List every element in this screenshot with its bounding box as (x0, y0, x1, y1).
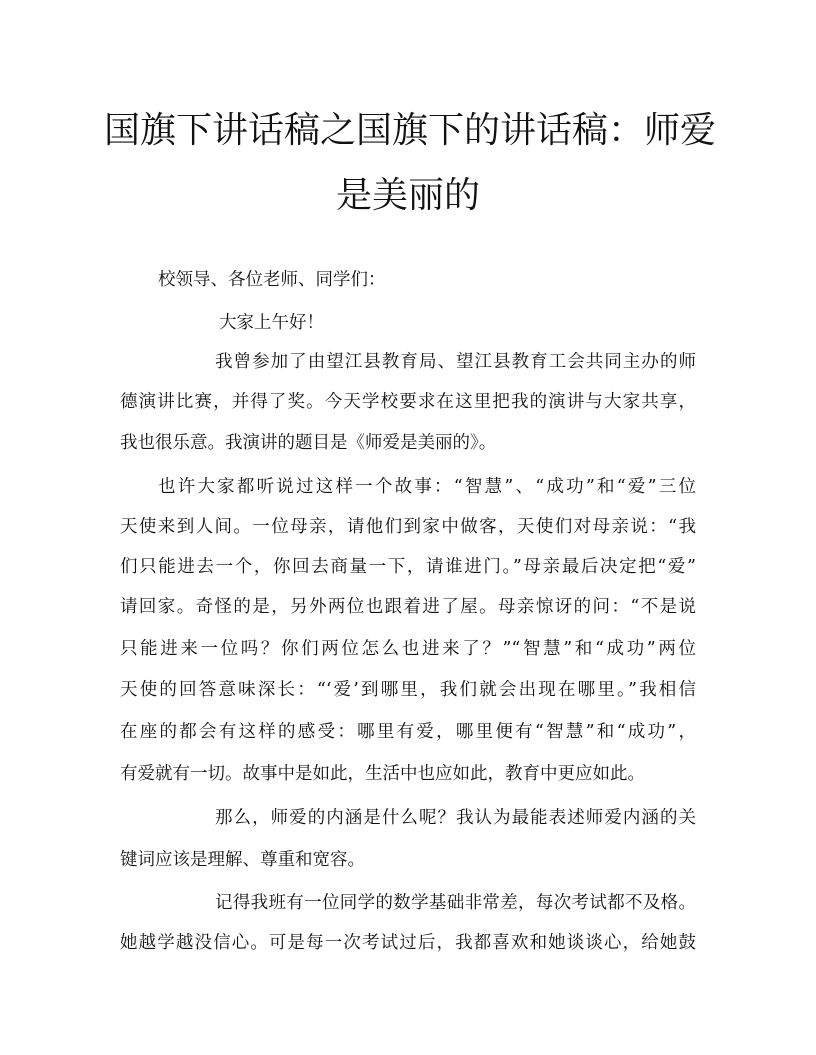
body-text-line: 在座的都会有这样的感受：哪里有爱，哪里便有“智慧”和“成功”， (120, 722, 696, 742)
body-text-line: 那么，师爱的内涵是什么呢？我认为最能表述师爱内涵的关 (215, 808, 696, 828)
body-text-line: 德演讲比赛，并得了奖。今天学校要求在这里把我的演讲与大家共享， (120, 392, 696, 412)
body-text-line: 天使来到人间。一位母亲，请他们到家中做客，天使们对母亲说：“我 (120, 517, 696, 537)
body-text-line: 她越学越没信心。可是每一次考试过后，我都喜欢和她谈谈心，给她鼓 (120, 933, 696, 953)
body-text-line: 我也很乐意。我演讲的题目是《师爱是美丽的》。 (120, 433, 497, 453)
body-text-line: 校领导、各位老师、同学们： (158, 270, 386, 290)
body-text-line: 我曾参加了由望江县教育局、望江县教育工会共同主办的师 (215, 352, 696, 372)
body-text-line: 们只能进去一个，你回去商量一下，请谁进门。”母亲最后决定把“爱” (120, 557, 696, 577)
document-title-line-2: 是美丽的 (335, 175, 480, 216)
body-text-line: 也许大家都听说过这样一个故事：“智慧”、“成功”和“爱”三位 (158, 477, 696, 497)
body-text-line: 天使的回答意味深长：“‘爱’到哪里，我们就会出现在哪里。”我相信 (120, 680, 696, 700)
body-text-line: 键词应该是理解、尊重和宽容。 (120, 850, 365, 870)
body-text-line: 记得我班有一位同学的数学基础非常差，每次考试都不及格。 (215, 893, 696, 913)
body-text-line: 只能进来一位吗？你们两位怎么也进来了？”“智慧”和“成功”两位 (120, 639, 696, 659)
body-text-line: 请回家。奇怪的是，另外两位也跟着进了屋。母亲惊讶的问：“不是说 (120, 597, 696, 617)
body-text-line: 有爱就有一切。故事中是如此，生活中也应如此，教育中更应如此。 (120, 764, 645, 784)
document-title-line-1: 国旗下讲话稿之国旗下的讲话稿：师爱 (104, 110, 717, 151)
body-text-line: 大家上午好！ (219, 313, 324, 333)
